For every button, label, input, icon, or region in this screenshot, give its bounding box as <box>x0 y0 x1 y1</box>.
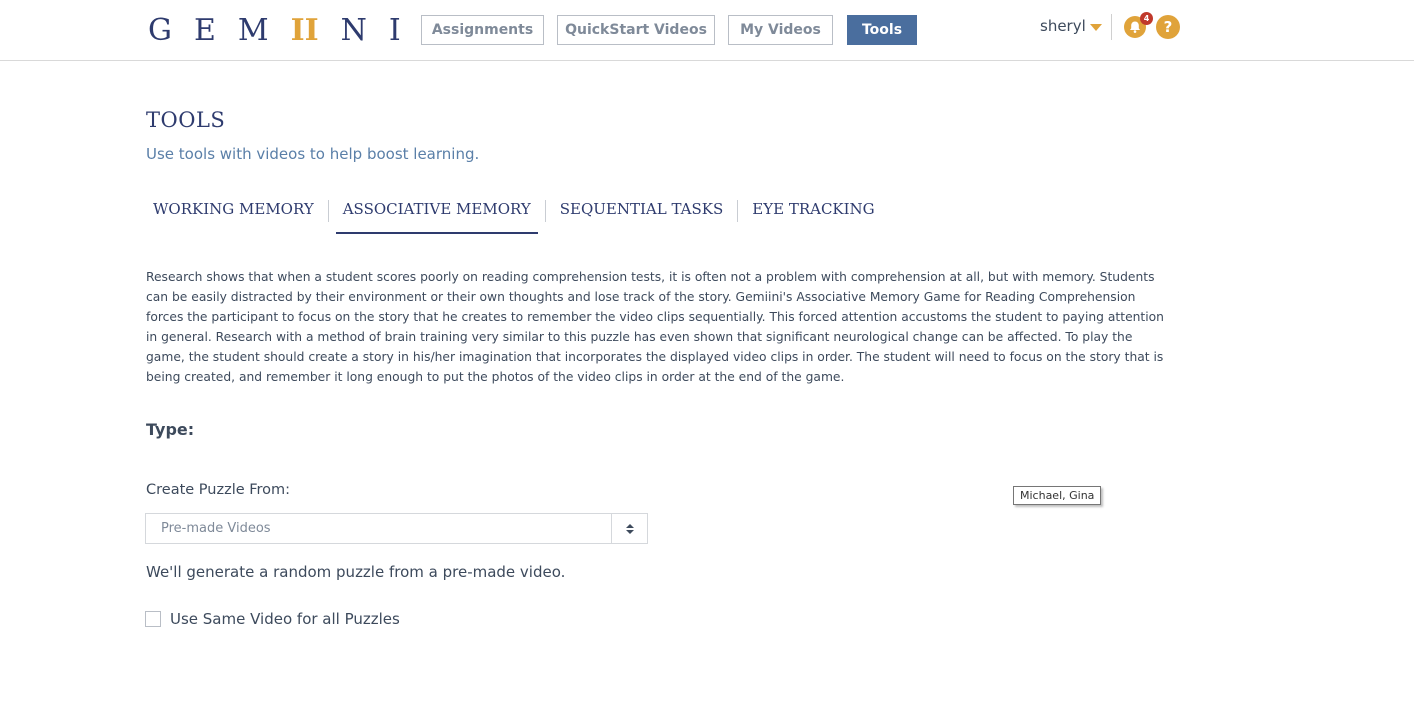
logo-letter: E <box>193 12 216 48</box>
tab-separator <box>545 200 546 222</box>
tab-sequential-tasks[interactable]: SEQUENTIAL TASKS <box>559 200 724 218</box>
puzzle-source-select[interactable] <box>145 513 648 544</box>
tool-description: Research shows that when a student scores poorly on reading comprehension tests, it is often not a problem with comprehension at all, but with memory. Students can be easily distracted by their environment or their own thoughts and lose track of the story. Gemiini's Associative Memory Game for Reading Comprehension forces the participant to focus on the story that he creates to remember the video clips sequentially. This forced attention accustoms the student to paying attention in general. Research with a method of brain training very similar to this puzzle has even shown that significant neurological change can be affected. To play the game, the student should create a story in his/her imagination that incorporates the displayed video clips in order. The student will need to focus on the story that is being created, and remember it long enough to put the photos of the video clips in order at the end of the game. <box>146 270 1164 384</box>
tooltip: Michael, Gina <box>1013 486 1101 505</box>
create-puzzle-label: Create Puzzle From: <box>146 482 291 498</box>
notification-count-badge: 4 <box>1140 12 1153 25</box>
nav-assignments-button[interactable]: Assignments <box>421 15 544 45</box>
chevron-down-icon <box>1090 24 1102 31</box>
logo-letter: I <box>388 12 401 48</box>
type-label: Type: <box>146 420 195 439</box>
header-divider <box>1111 14 1112 40</box>
tab-associative-memory[interactable]: ASSOCIATIVE MEMORY <box>336 196 538 234</box>
gemiini-logo[interactable] <box>148 10 401 50</box>
same-video-checkbox[interactable] <box>145 611 161 627</box>
tab-separator <box>328 200 329 222</box>
nav-quickstart-videos-button[interactable]: QuickStart Videos <box>557 15 715 45</box>
username: sheryl <box>1040 17 1086 35</box>
select-arrows-icon <box>611 514 647 543</box>
helper-text: We'll generate a random puzzle from a pre-made video. <box>146 563 566 581</box>
question-icon[interactable]: ? <box>1156 15 1180 39</box>
checkbox-label: Use Same Video for all Puzzles <box>170 610 400 628</box>
nav-tools-button[interactable]: Tools <box>847 15 917 45</box>
user-menu[interactable] <box>1040 16 1102 36</box>
logo-letter: II <box>290 12 319 48</box>
logo-letter: G <box>148 12 172 48</box>
tab-eye-tracking[interactable]: EYE TRACKING <box>752 200 875 218</box>
logo-letter: M <box>237 12 269 48</box>
arrow-up-icon <box>626 524 634 528</box>
arrow-down-icon <box>626 530 634 534</box>
bell-glyph <box>1128 20 1142 34</box>
same-video-checkbox-row[interactable] <box>145 610 400 628</box>
page-subtitle: Use tools with videos to help boost learning. <box>146 145 480 163</box>
tab-separator <box>737 200 738 222</box>
tool-tabs <box>146 196 882 236</box>
select-value: Pre-made Videos <box>161 521 271 536</box>
tab-working-memory[interactable]: WORKING MEMORY <box>153 200 314 218</box>
top-bar <box>0 0 1414 61</box>
logo-letter: N <box>340 12 367 48</box>
nav-my-videos-button[interactable]: My Videos <box>728 15 833 45</box>
page-title: TOOLS <box>146 108 226 132</box>
